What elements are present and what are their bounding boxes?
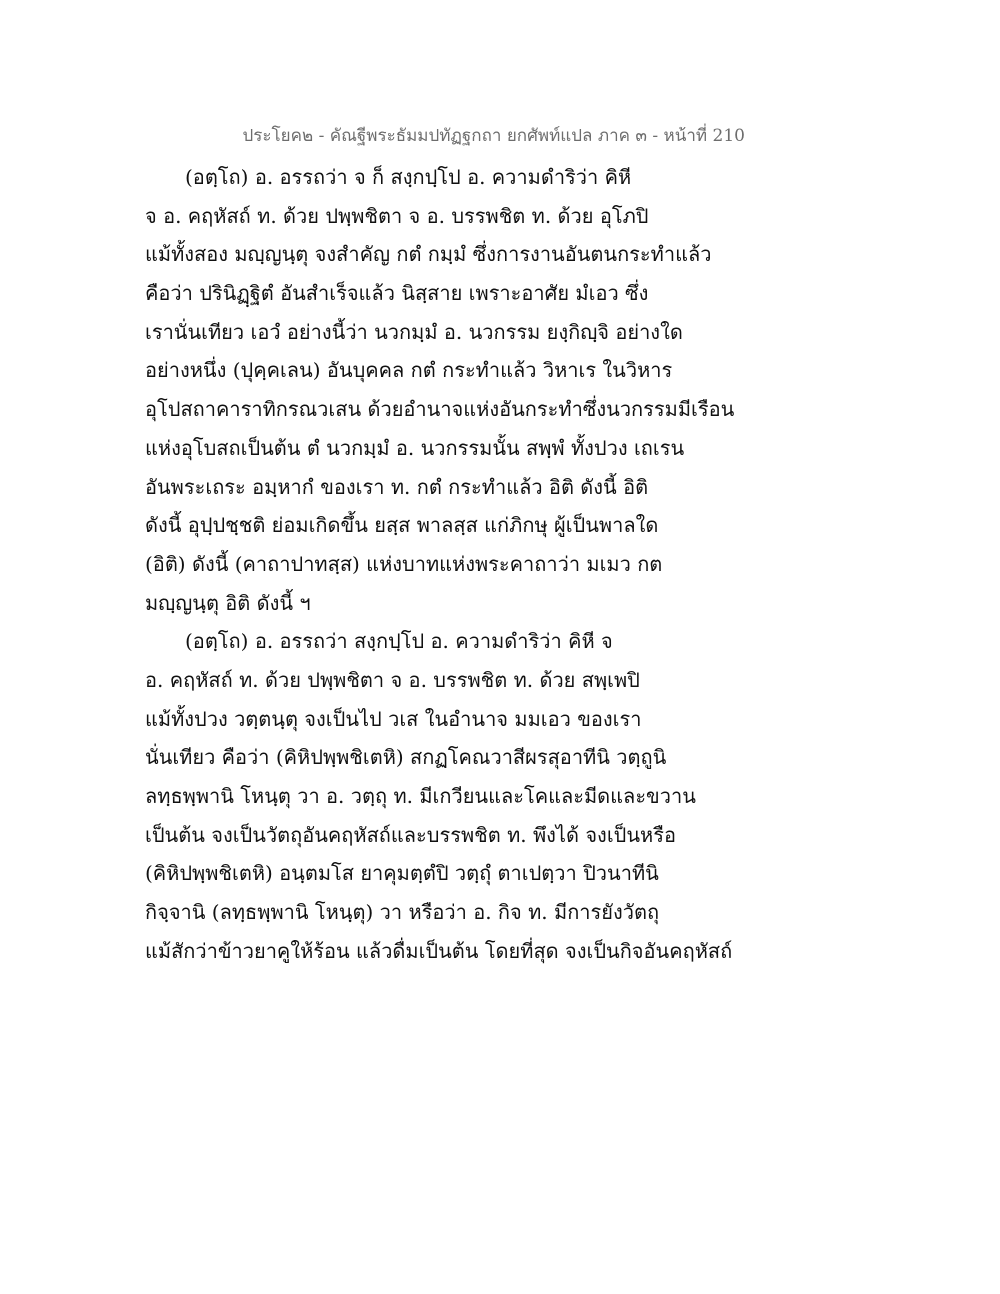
text-line: (อิติ) ดังนี้ (คาถาปาทสฺส) แห่งบาทแห่งพระคาถาว่า มเมว กต [145,551,663,576]
text-line: แห่งอุโบสถเป็นต้น ตํ นวกมฺมํ อ. นวกรรมนั้น สพฺพํ ทั้งปวง เถเรน [145,435,685,460]
text-line: นั่นเทียว คือว่า (คิหิปพฺพชิเตหิ) สกฏโคณวาสีผรสุอาทีนิ วตฺถูนิ [145,745,667,770]
text-line: แม้สักว่าข้าวยาคูให้ร้อน แล้วดื่มเป็นต้น โดยที่สุด จงเป็นกิจอันคฤหัสถ์ [145,938,733,963]
text-line: ดังนี้ อุปฺปชฺชติ ย่อมเกิดขึ้น ยสฺส พาลสฺส แก่ภิกษุ ผู้เป็นพาลใด [145,513,659,538]
text-line: แม้ทั้งปวง วตฺตนฺตุ จงเป็นไป วเส ในอำนาจ มมเอว ของเรา [145,706,642,731]
text-line: แม้ทั้งสอง มญฺญนฺตุ จงสำคัญ กตํ กมฺมํ ซึ่งการงานอันตนกระทำแล้ว [145,242,712,267]
text-line: (อตฺโถ) อ. อรรถว่า จ ก็ สงฺกปฺโป อ. ความดำริว่า คิหี [185,165,632,189]
body-text [145,158,745,970]
text-line: จ อ. คฤหัสถ์ ท. ด้วย ปพฺพชิตา จ อ. บรรพชิต ท. ด้วย อุโภปิ [145,203,649,228]
text-line: อุโปสถาคาราทิกรณวเสน ด้วยอำนาจแห่งอันกระทำซึ่งนวกรรมมีเรือน [145,397,735,422]
text-line: เป็นต้น จงเป็นวัตถุอันคฤหัสถ์และบรรพชิต ท. พึงได้ จงเป็นหรือ [145,822,676,847]
text-line: กิจฺจานิ (ลทฺธพฺพานิ โหนฺตุ) วา หรือว่า อ. กิจ ท. มีการยังวัตถุ [145,900,660,925]
text-line: มญฺญนฺตุ อิติ ดังนี้ ฯ [145,590,311,615]
text-line: (อตฺโถ) อ. อรรถว่า สงฺกปฺโป อ. ความดำริว่า คิหี จ [185,629,613,654]
text-line: อ. คฤหัสถ์ ท. ด้วย ปพฺพชิตา จ อ. บรรพชิต ท. ด้วย สพฺเพปิ [145,667,640,692]
text-line: เรานั่นเทียว เอวํ อย่างนี้ว่า นวกมฺมํ อ. นวกรรม ยงฺกิญฺจิ อย่างใด [145,319,683,344]
page-header: ประโยค๒ - คัณฐีพระธัมมปทัฏฐกถา ยกศัพท์แปล ภาค ๓ - หน้าที่ 210 [242,126,745,146]
text-line: อันพระเถระ อมฺหากํ ของเรา ท. กตํ กระทำแล้ว อิติ ดังนี้ อิติ [145,474,649,499]
text-line: ลทฺธพฺพานิ โหนฺตุ วา อ. วตฺถุ ท. มีเกวียนและโคและมีดและขวาน [145,784,696,808]
text-line: คือว่า ปรินิฏฺฐิตํ อันสำเร็จแล้ว นิสฺสาย เพราะอาศัย มํเอว ซึ่ง [145,281,649,306]
text-line: (คิหิปพฺพชิเตหิ) อนฺตมโส ยาคุมตฺตํปิ วตฺถุํ ตาเปตฺวา ปิวนาทีนิ [145,861,659,886]
text-line: อย่างหนึ่ง (ปุคฺคเลน) อันบุคคล กตํ กระทำแล้ว วิหาเร ในวิหาร [145,358,673,383]
